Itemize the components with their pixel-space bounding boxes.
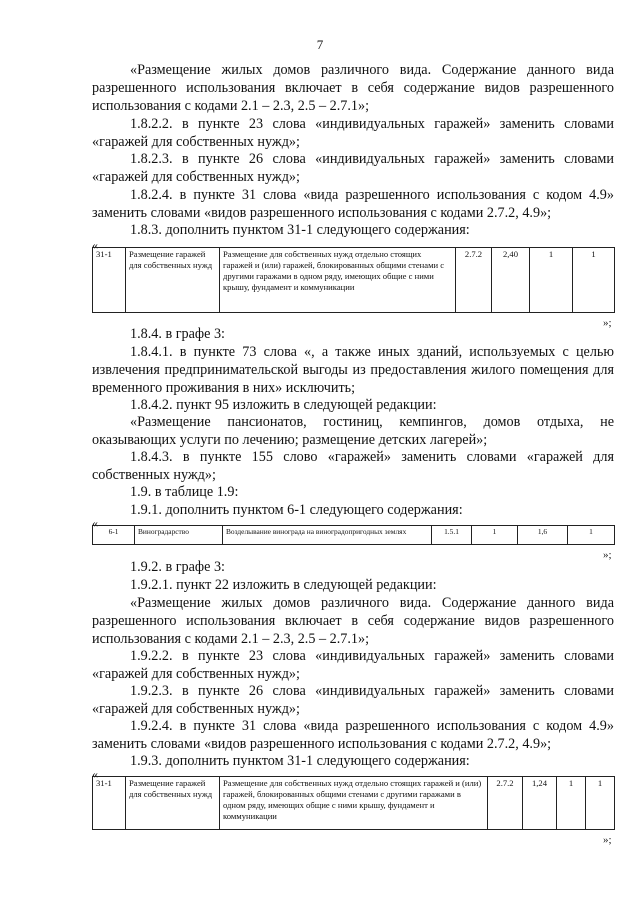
- table-row: [93, 248, 615, 313]
- cell-value: 1: [530, 248, 573, 313]
- page-number: 7: [316, 37, 324, 52]
- cell-value: 1,6: [518, 526, 568, 545]
- open-quote: «: [92, 238, 98, 252]
- table-row: [93, 526, 615, 545]
- paragraph: «Размещение пансионатов, гостиниц, кемпингов, домов отдыха, не оказывающих услуги по лечению; размещение детских лагерей»;: [92, 414, 614, 448]
- cell-number: 31-1: [93, 248, 126, 313]
- cell-description: Размещение для собственных нужд отдельно стоящих гаражей и (или) гаражей, блокированных общими стенами с другими гаражами в одном ряду, имеющих общие с ними крышу, фундамент и коммуникации: [220, 248, 456, 313]
- paragraph: 1.9.3. дополнить пунктом 31-1 следующего содержания:: [130, 753, 470, 769]
- cell-description: Возделывание винограда на виноградопригодных землях: [223, 526, 432, 545]
- cell-value: 2,40: [492, 248, 530, 313]
- cell-value: 1,24: [523, 777, 557, 830]
- table-row: [93, 777, 615, 830]
- cell-value: 1: [586, 777, 615, 830]
- cell-value: 1: [573, 248, 615, 313]
- paragraph: 1.8.3. дополнить пунктом 31-1 следующего содержания:: [130, 222, 470, 238]
- close-quote: »;: [603, 549, 612, 561]
- paragraph: 1.8.4.3. в пункте 155 слово «гаражей» заменить словами «гаражей для собственных нужд»;: [92, 449, 614, 483]
- paragraph: 1.9.2.2. в пункте 23 слова «индивидуальных гаражей» заменить словами «гаражей для собственных нужд»;: [92, 648, 614, 682]
- cell-code: 1.5.1: [432, 526, 472, 545]
- paragraph: 1.8.2.2. в пункте 23 слова «индивидуальных гаражей» заменить словами «гаражей для собственных нужд»;: [92, 116, 614, 150]
- close-quote: »;: [603, 317, 612, 329]
- paragraph: 1.8.2.3. в пункте 26 слова «индивидуальных гаражей» заменить словами «гаражей для собственных нужд»;: [92, 151, 614, 185]
- paragraph: 1.9.2.3. в пункте 26 слова «индивидуальных гаражей» заменить словами «гаражей для собственных нужд»;: [92, 683, 614, 717]
- paragraph: 1.8.4.1. в пункте 73 слова «, а также иных зданий, используемых с целью извлечения предпринимательской выгоды из предоставления жилого помещения для временного проживания в них» исключить;: [92, 344, 614, 396]
- paragraph: 1.9.1. дополнить пунктом 6-1 следующего содержания:: [130, 502, 463, 518]
- paragraph: «Размещение жилых домов различного вида. Содержание данного вида разрешенного использования включает в себя содержание видов разрешенного использования с кодами 2.1 – 2.3, 2.5 – 2.7.1»;: [92, 62, 614, 114]
- paragraph: 1.8.4. в графе 3:: [130, 326, 225, 342]
- cell-value: 1: [557, 777, 586, 830]
- cell-value: 1: [568, 526, 615, 545]
- open-quote: «: [92, 767, 98, 781]
- insert-table-3: [92, 776, 615, 830]
- paragraph: 1.9.2.4. в пункте 31 слова «вида разрешенного использования с кодом 4.9» заменить словами «видов разрешенного использования с кодами 2.7.2, 4.9»;: [92, 718, 614, 752]
- cell-number: 31-1: [93, 777, 126, 830]
- cell-description: Размещение для собственных нужд отдельно стоящих гаражей и (или) гаражей, блокированных общими стенами с другими гаражами в одном ряду, имеющих общие с ними крышу, фундамент и коммуникации: [220, 777, 488, 830]
- cell-name: Размещение гаражей для собственных нужд: [126, 777, 220, 830]
- close-quote: »;: [603, 834, 612, 846]
- cell-value: 1: [472, 526, 518, 545]
- cell-number: 6-1: [93, 526, 135, 545]
- paragraph: 1.8.2.4. в пункте 31 слова «вида разрешенного использования с кодом 4.9» заменить словами «видов разрешенного использования с кодами 2.7.2, 4.9»;: [92, 187, 614, 221]
- paragraph: 1.9.2.1. пункт 22 изложить в следующей редакции:: [130, 577, 437, 593]
- insert-table-2: [92, 525, 615, 545]
- paragraph: «Размещение жилых домов различного вида. Содержание данного вида разрешенного использования включает в себя содержание видов разрешенного использования с кодами 2.1 – 2.3, 2.5 – 2.7.1»;: [92, 595, 614, 647]
- paragraph: 1.8.4.2. пункт 95 изложить в следующей редакции:: [130, 397, 437, 413]
- cell-code: 2.7.2: [488, 777, 523, 830]
- cell-name: Размещение гаражей для собственных нужд: [126, 248, 220, 313]
- cell-name: Виноградарство: [135, 526, 223, 545]
- cell-code: 2.7.2: [456, 248, 492, 313]
- paragraph: 1.9. в таблице 1.9:: [130, 484, 239, 500]
- paragraph: 1.9.2. в графе 3:: [130, 559, 225, 575]
- open-quote: «: [92, 516, 98, 530]
- insert-table-1: [92, 247, 615, 313]
